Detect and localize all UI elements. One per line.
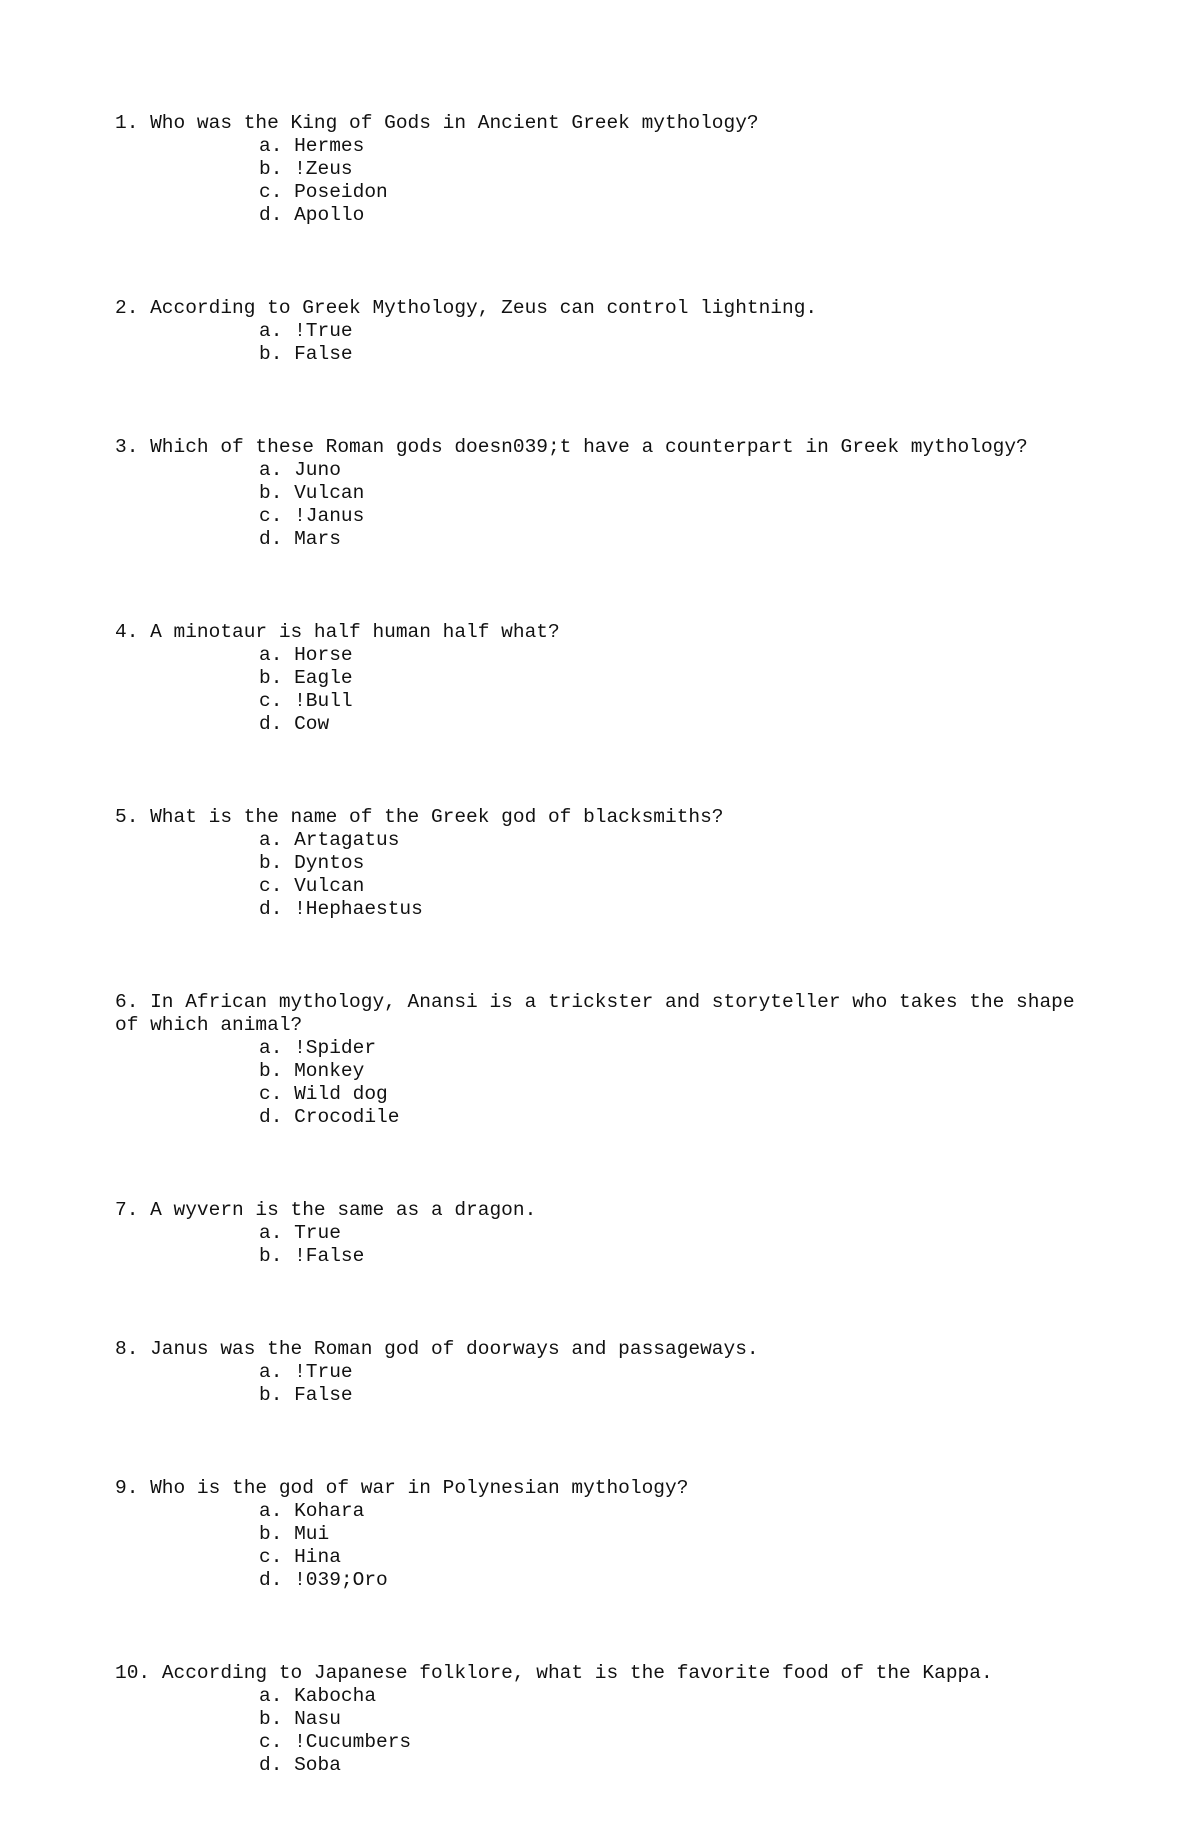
answer-option (115, 852, 1075, 875)
question-text (115, 1338, 1075, 1361)
question-prompt: A wyvern is the same as a dragon. (150, 1199, 537, 1221)
option-letter: a. (259, 1685, 283, 1707)
option-text: Dyntos (294, 852, 365, 874)
answer-option (115, 528, 1075, 551)
option-letter: a. (259, 320, 283, 342)
option-text: Monkey (294, 1060, 365, 1082)
option-text: !False (294, 1245, 365, 1267)
option-letter: d. (259, 1106, 283, 1128)
option-letter: b. (259, 1060, 283, 1082)
option-text: Eagle (294, 667, 353, 689)
question-text (115, 1477, 1075, 1500)
question-number: 4. (115, 621, 139, 643)
answer-option (115, 690, 1075, 713)
option-letter: b. (259, 343, 283, 365)
question-number: 7. (115, 1199, 139, 1221)
answer-option (115, 667, 1075, 690)
option-letter: a. (259, 644, 283, 666)
question-block (115, 1662, 1075, 1777)
question-number: 3. (115, 436, 139, 458)
answer-option (115, 505, 1075, 528)
option-text: !Hephaestus (294, 898, 423, 920)
option-text: Cow (294, 713, 330, 735)
answer-option (115, 1222, 1075, 1245)
question-block (115, 806, 1075, 921)
option-text: Poseidon (294, 181, 388, 203)
question-prompt: Which of these Roman gods doesn039;t have a counterpart in Greek mythology? (150, 436, 1028, 458)
option-text: True (294, 1222, 341, 1244)
question-prompt: Who was the King of Gods in Ancient Greek mythology? (150, 112, 759, 134)
option-letter: c. (259, 690, 283, 712)
option-letter: b. (259, 158, 283, 180)
option-letter: c. (259, 875, 283, 897)
option-letter: d. (259, 1754, 283, 1776)
question-prompt: According to Japanese folklore, what is the favorite food of the Kappa. (161, 1662, 993, 1684)
option-text: !Cucumbers (294, 1731, 412, 1753)
question-number: 8. (115, 1338, 139, 1360)
option-letter: b. (259, 1245, 283, 1267)
option-text: Soba (294, 1754, 341, 1776)
answer-option (115, 1708, 1075, 1731)
option-letter: d. (259, 204, 283, 226)
answer-option (115, 1384, 1075, 1407)
answer-option (115, 644, 1075, 667)
option-text: !Zeus (294, 158, 353, 180)
answer-option (115, 1500, 1075, 1523)
question-text (115, 1199, 1075, 1222)
option-letter: d. (259, 528, 283, 550)
answer-option (115, 459, 1075, 482)
question-text (115, 436, 1075, 459)
answer-option (115, 1106, 1075, 1129)
answer-option (115, 829, 1075, 852)
answer-option (115, 181, 1075, 204)
answer-option (115, 898, 1075, 921)
question-prompt: Janus was the Roman god of doorways and passageways. (150, 1338, 759, 1360)
option-text: Crocodile (294, 1106, 400, 1128)
answer-option (115, 1060, 1075, 1083)
answer-option (115, 875, 1075, 898)
question-number: 9. (115, 1477, 139, 1499)
option-letter: d. (259, 1569, 283, 1591)
question-text (115, 621, 1075, 644)
option-letter: a. (259, 1500, 283, 1522)
question-block (115, 991, 1075, 1129)
option-letter: b. (259, 1384, 283, 1406)
option-text: Vulcan (294, 875, 365, 897)
option-text: !Spider (294, 1037, 377, 1059)
answer-option (115, 1685, 1075, 1708)
option-text: Vulcan (294, 482, 365, 504)
option-letter: a. (259, 459, 283, 481)
answer-option (115, 482, 1075, 505)
question-text (115, 991, 1075, 1037)
question-number: 5. (115, 806, 139, 828)
option-text: False (294, 343, 353, 365)
option-letter: c. (259, 181, 283, 203)
question-text (115, 297, 1075, 320)
option-letter: c. (259, 505, 283, 527)
question-number: 6. (115, 991, 139, 1013)
answer-option (115, 1523, 1075, 1546)
question-block (115, 1199, 1075, 1268)
option-letter: d. (259, 898, 283, 920)
question-number: 10. (115, 1662, 151, 1684)
answer-option (115, 343, 1075, 366)
option-text: Nasu (294, 1708, 341, 1730)
option-text: Horse (294, 644, 353, 666)
option-text: False (294, 1384, 353, 1406)
option-letter: b. (259, 1708, 283, 1730)
question-number: 1. (115, 112, 139, 134)
option-text: !Bull (294, 690, 353, 712)
option-letter: a. (259, 1222, 283, 1244)
answer-option (115, 1546, 1075, 1569)
option-letter: c. (259, 1731, 283, 1753)
option-letter: b. (259, 667, 283, 689)
answer-option (115, 1569, 1075, 1592)
answer-option (115, 1037, 1075, 1060)
option-text: !True (294, 320, 353, 342)
question-block (115, 112, 1075, 227)
option-letter: a. (259, 1361, 283, 1383)
option-text: Kabocha (294, 1685, 377, 1707)
answer-option (115, 1731, 1075, 1754)
answer-option (115, 1754, 1075, 1777)
answer-option (115, 320, 1075, 343)
option-text: Mui (294, 1523, 330, 1545)
option-text: Mars (294, 528, 341, 550)
question-text (115, 806, 1075, 829)
answer-option (115, 1245, 1075, 1268)
option-text: !039;Oro (294, 1569, 388, 1591)
answer-option (115, 158, 1075, 181)
answer-option (115, 1361, 1075, 1384)
question-text (115, 112, 1075, 135)
question-block (115, 1338, 1075, 1407)
question-prompt: Who is the god of war in Polynesian mythology? (150, 1477, 689, 1499)
option-text: Wild dog (294, 1083, 388, 1105)
option-letter: b. (259, 1523, 283, 1545)
question-block (115, 436, 1075, 551)
question-block (115, 1477, 1075, 1592)
option-letter: a. (259, 829, 283, 851)
question-prompt: What is the name of the Greek god of blacksmiths? (150, 806, 724, 828)
question-prompt: In African mythology, Anansi is a trickster and storyteller who takes the shape of which animal? (115, 991, 1075, 1036)
option-text: Artagatus (294, 829, 400, 851)
option-letter: a. (259, 1037, 283, 1059)
answer-option (115, 1083, 1075, 1106)
option-letter: b. (259, 852, 283, 874)
option-text: !Janus (294, 505, 365, 527)
option-text: Hina (294, 1546, 341, 1568)
option-text: Hermes (294, 135, 365, 157)
option-letter: b. (259, 482, 283, 504)
quiz-document (115, 112, 1075, 1847)
question-number: 2. (115, 297, 139, 319)
option-letter: c. (259, 1083, 283, 1105)
answer-option (115, 135, 1075, 158)
question-block (115, 297, 1075, 366)
option-letter: d. (259, 713, 283, 735)
question-prompt: According to Greek Mythology, Zeus can control lightning. (150, 297, 818, 319)
question-block (115, 621, 1075, 736)
option-text: Kohara (294, 1500, 365, 1522)
option-letter: c. (259, 1546, 283, 1568)
option-letter: a. (259, 135, 283, 157)
option-text: Juno (294, 459, 341, 481)
answer-option (115, 713, 1075, 736)
option-text: Apollo (294, 204, 365, 226)
question-text (115, 1662, 1075, 1685)
option-text: !True (294, 1361, 353, 1383)
question-prompt: A minotaur is half human half what? (150, 621, 560, 643)
answer-option (115, 204, 1075, 227)
